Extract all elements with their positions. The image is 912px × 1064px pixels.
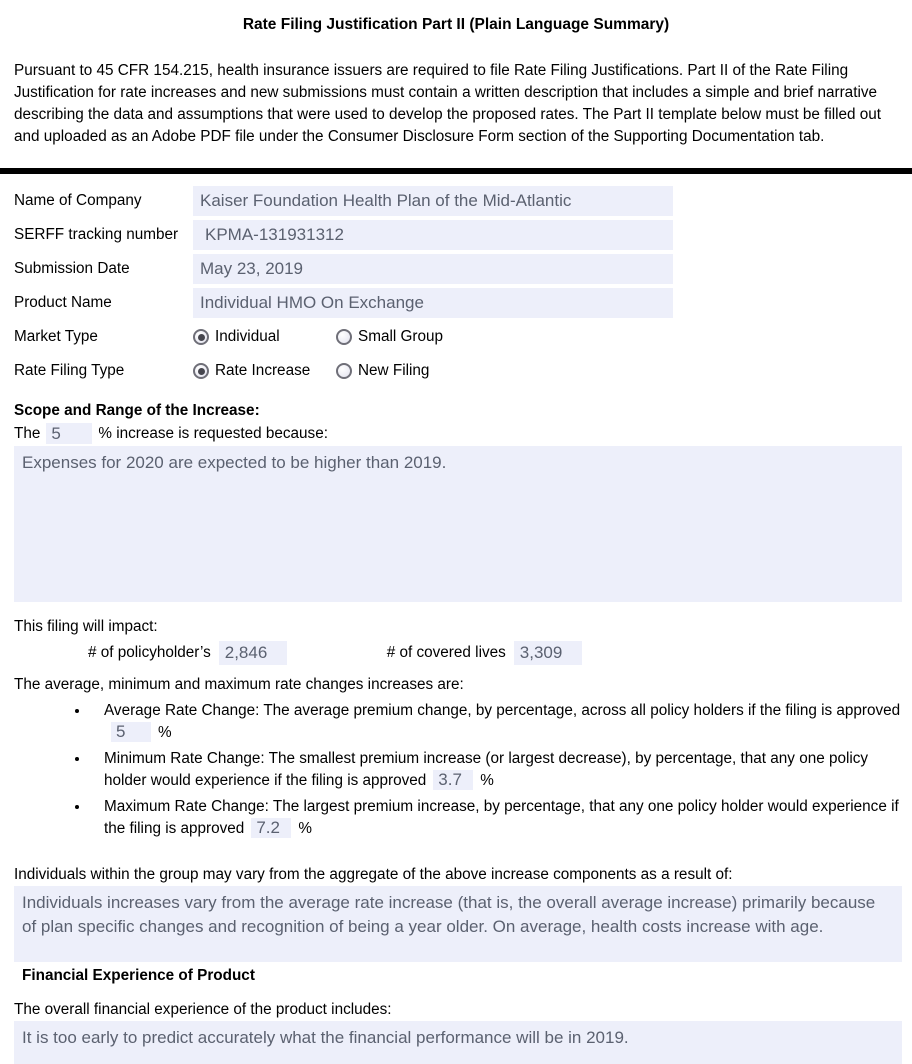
average-rate-change-input[interactable]: 5 [111, 722, 151, 742]
increase-pct-input[interactable]: 5 [46, 423, 92, 444]
maximum-rate-change-input[interactable]: 7.2 [251, 818, 291, 838]
average-rate-change-item [90, 700, 904, 743]
financial-prompt: The overall financial experience of the product includes: [14, 1001, 392, 1018]
serff-input[interactable]: KPMA-131931312 [193, 220, 673, 250]
rate-changes-heading: The average, minimum and maximum rate changes increases are: [14, 676, 464, 693]
product-name-input[interactable]: Individual HMO On Exchange [193, 288, 673, 318]
average-rate-change-text: Average Rate Change: The average premium change, by percentage, across all policy holders if the filing is approved [104, 702, 901, 719]
policyholders-label: # of policyholder’s [88, 644, 211, 661]
radio-option-label: Individual [215, 328, 280, 345]
impact-counts [88, 640, 912, 666]
percent-sign: % [158, 723, 172, 741]
market-type-individual[interactable] [193, 328, 336, 346]
submission-date-input[interactable]: May 23, 2019 [193, 254, 673, 284]
section-divider [0, 168, 912, 174]
radio-selected-icon[interactable] [193, 329, 209, 345]
percent-sign: % [298, 819, 312, 837]
market-type-label: Market Type [14, 328, 98, 345]
rate-filing-type-label: Rate Filing Type [14, 362, 125, 379]
radio-selected-icon[interactable] [193, 363, 209, 379]
increase-sentence-prefix: The [14, 424, 41, 442]
rate-changes-list [90, 700, 904, 839]
company-input[interactable]: Kaiser Foundation Health Plan of the Mid-Atlantic [193, 186, 673, 216]
radio-option-label: Rate Increase [215, 362, 311, 379]
minimum-rate-change-text: Minimum Rate Change: The smallest premium increase (or largest decrease), by percentage, that any one policy holder would experience if the filing is approved [104, 750, 869, 789]
variance-heading: Individuals within the group may vary from the aggregate of the above increase components as a result of: [14, 866, 733, 883]
maximum-rate-change-text: Maximum Rate Change: The largest premium increase, by percentage, that any one policy holder would experience if the filing is approved [104, 798, 899, 837]
rate-filing-type-row [14, 354, 912, 388]
impact-heading: This filing will impact: [14, 618, 158, 635]
intro-paragraph: Pursuant to 45 CFR 154.215, health insurance issuers are required to file Rate Filing Justifications. Part II of the Rate Filing Justification for rate increases and new submissions must contain a written description that includes a simple and brief narrative describing the data and assumptions that were used to develop the proposed rates. The Part II template below must be filled out and uploaded as an Adobe PDF file under the Consumer Disclosure Form section of the Supporting Documentation tab. [14, 62, 882, 145]
variance-textarea[interactable]: Individuals increases vary from the average rate increase (that is, the overall average increase) primarily because of plan specific changes and recognition of being a year older. On average, health costs increase with age. [14, 886, 902, 962]
increase-sentence-suffix: % increase is requested because: [98, 424, 328, 442]
covered-lives-label: # of covered lives [386, 644, 506, 661]
increase-reason-textarea[interactable]: Expenses for 2020 are expected to be higher than 2019. [14, 446, 902, 602]
financial-experience-heading: Financial Experience of Product [22, 967, 255, 984]
submission-date-row [14, 252, 912, 286]
company-row [14, 184, 912, 218]
policyholders-input[interactable]: 2,846 [219, 641, 287, 665]
form-fields [14, 184, 912, 388]
radio-unselected-icon[interactable] [336, 329, 352, 345]
increase-sentence [14, 423, 912, 444]
scope-heading: Scope and Range of the Increase: [14, 402, 260, 419]
rate-filing-type-new-filing[interactable] [336, 362, 429, 380]
market-type-small-group[interactable] [336, 328, 443, 346]
radio-unselected-icon[interactable] [336, 363, 352, 379]
financial-textarea[interactable]: It is too early to predict accurately what the financial performance will be in 2019. [14, 1021, 902, 1064]
radio-option-label: Small Group [358, 328, 444, 345]
rate-filing-type-rate-increase[interactable] [193, 362, 336, 380]
product-name-row [14, 286, 912, 320]
serff-row [14, 218, 912, 252]
market-type-options [193, 328, 912, 346]
product-name-label: Product Name [14, 294, 112, 311]
covered-lives-input[interactable]: 3,309 [514, 641, 582, 665]
percent-sign: % [480, 771, 494, 789]
maximum-rate-change-item [90, 796, 904, 839]
market-type-row [14, 320, 912, 354]
company-label: Name of Company [14, 192, 142, 209]
rate-filing-type-options [193, 362, 912, 380]
radio-option-label: New Filing [358, 362, 430, 379]
submission-date-label: Submission Date [14, 260, 130, 277]
page-title: Rate Filing Justification Part II (Plain Language Summary) [242, 16, 670, 33]
minimum-rate-change-item [90, 748, 904, 791]
serff-label: SERFF tracking number [14, 226, 179, 243]
minimum-rate-change-input[interactable]: 3.7 [433, 770, 473, 790]
